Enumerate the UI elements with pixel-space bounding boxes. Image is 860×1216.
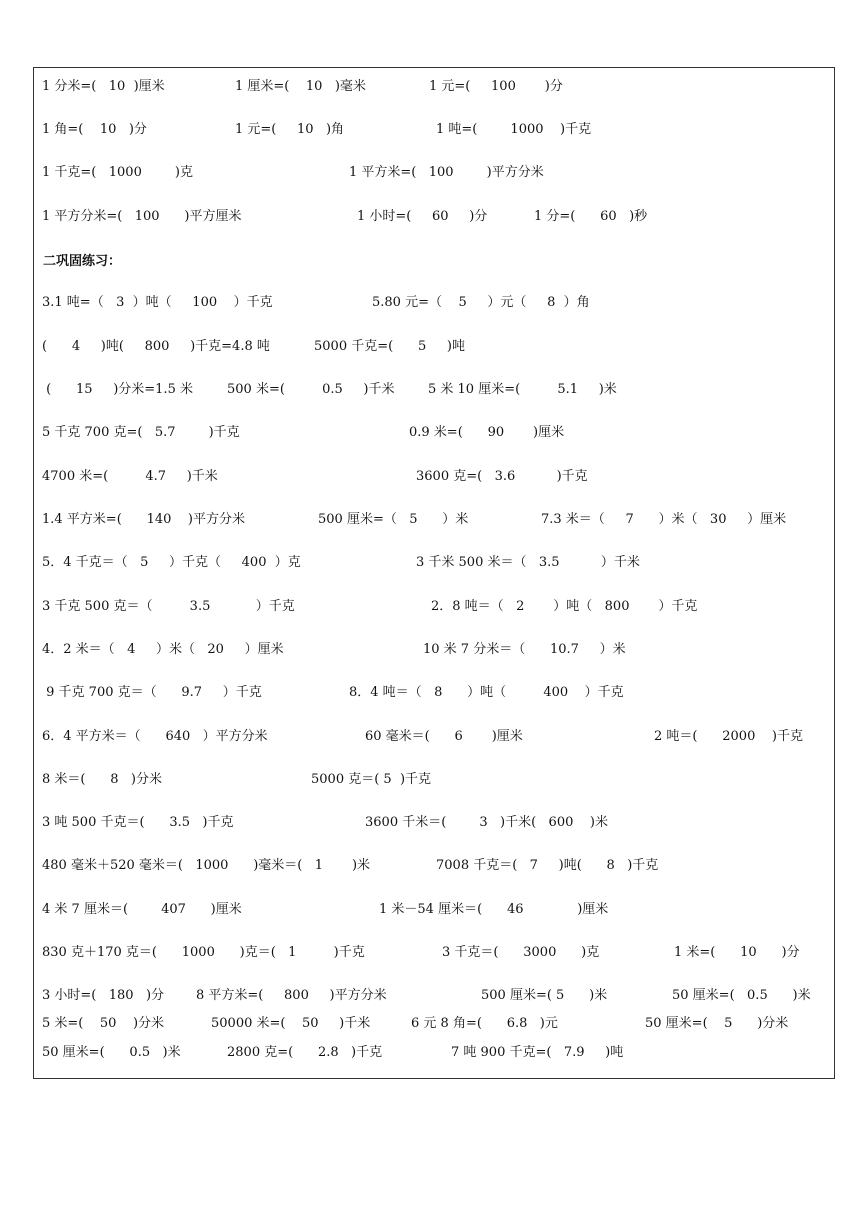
conversion-item: 3 千克 500 克＝（ 3.5 ）千克 bbox=[42, 599, 295, 614]
conversion-item: 50000 米=( 50 )千米 bbox=[211, 1016, 371, 1031]
conversion-item: 2．8 吨＝（ 2 ）吨（ 800 ）千克 bbox=[431, 599, 698, 614]
conversion-item: 6．4 平方米＝（ 640 ）平方分米 bbox=[42, 729, 268, 744]
conversion-item: 1 元=( 100 )分 bbox=[429, 79, 563, 94]
conversion-item: 8．4 吨＝（ 8 ）吨（ 400 ）千克 bbox=[349, 685, 624, 700]
conversion-row bbox=[34, 380, 834, 400]
conversion-item: 5 米 10 厘米=( 5.1 )米 bbox=[428, 382, 617, 397]
conversion-item: 50 厘米=( 5 )分米 bbox=[645, 1016, 789, 1031]
conversion-item: 0.9 米=( 90 )厘米 bbox=[409, 425, 565, 440]
conversion-item: 1 元=( 10 )角 bbox=[235, 122, 345, 137]
conversion-row bbox=[34, 467, 834, 487]
conversion-item: 5 米=( 50 )分米 bbox=[42, 1016, 165, 1031]
conversion-item: 8 米＝( 8 )分米 bbox=[42, 772, 163, 787]
conversion-row bbox=[34, 813, 834, 833]
conversion-item: 6 元 8 角=( 6.8 )元 bbox=[411, 1016, 558, 1031]
conversion-item: 480 毫米＋520 毫米＝( 1000 )毫米＝( 1 )米 bbox=[42, 858, 371, 873]
conversion-item: 7 吨 900 千克=( 7.9 )吨 bbox=[451, 1045, 624, 1060]
conversion-item: 3 千米 500 米＝（ 3.5 ）千米 bbox=[416, 555, 640, 570]
conversion-row bbox=[34, 207, 834, 227]
conversion-item: 1 千克=( 1000 )克 bbox=[42, 165, 193, 180]
conversion-item: 4 米 7 厘米＝( 407 )厘米 bbox=[42, 902, 242, 917]
conversion-row bbox=[34, 727, 834, 747]
conversion-row bbox=[34, 640, 834, 660]
conversion-item: 500 厘米=（ 5 ）米 bbox=[318, 512, 469, 527]
conversion-item: 3600 千米＝( 3 )千米( 600 )米 bbox=[365, 815, 608, 830]
conversion-item: 830 克＋170 克＝( 1000 )克＝( 1 )千克 bbox=[42, 945, 365, 960]
conversion-row bbox=[34, 553, 834, 573]
conversion-item: 1 分米=( 10 )厘米 bbox=[42, 79, 165, 94]
conversion-item: 10 米 7 分米＝（ 10.7 ）米 bbox=[423, 642, 626, 657]
conversion-row bbox=[34, 293, 834, 313]
conversion-row bbox=[34, 770, 834, 790]
conversion-row bbox=[34, 163, 834, 183]
conversion-item: 5.80 元=（ 5 ）元（ 8 ）角 bbox=[372, 295, 590, 310]
conversion-item: 4700 米=( 4.7 )千米 bbox=[42, 469, 218, 484]
conversion-row bbox=[34, 683, 834, 703]
conversion-row bbox=[34, 77, 834, 97]
conversion-row bbox=[34, 337, 834, 357]
conversion-row bbox=[34, 856, 834, 876]
conversion-item: 1 吨=( 1000 )千克 bbox=[436, 122, 592, 137]
conversion-item: 500 厘米=( 5 )米 bbox=[481, 988, 608, 1003]
conversion-item: 1 厘米=( 10 )毫米 bbox=[235, 79, 366, 94]
conversion-item: 3 吨 500 千克＝( 3.5 )千克 bbox=[42, 815, 234, 830]
conversion-item: 7008 千克＝( 7 )吨( 8 )千克 bbox=[436, 858, 659, 873]
section-heading: 二巩固练习： bbox=[43, 254, 122, 269]
conversion-row bbox=[34, 1014, 834, 1034]
conversion-item: 1 小时=( 60 )分 bbox=[357, 209, 488, 224]
conversion-row bbox=[34, 986, 834, 1006]
conversion-item: 1 平方米=( 100 )平方分米 bbox=[349, 165, 544, 180]
conversion-row bbox=[34, 900, 834, 920]
conversion-row bbox=[34, 1043, 834, 1063]
conversion-item: 4．2 米＝（ 4 ）米（ 20 ）厘米 bbox=[42, 642, 284, 657]
conversion-item: ( 15 )分米=1.5 米 bbox=[42, 382, 193, 397]
conversion-item: 1 平方分米=( 100 )平方厘米 bbox=[42, 209, 242, 224]
conversion-item: 3 千克＝( 3000 )克 bbox=[442, 945, 600, 960]
conversion-item: 3600 克=( 3.6 )千克 bbox=[416, 469, 588, 484]
conversion-item: 7.3 米＝（ 7 ）米（ 30 ）厘米 bbox=[541, 512, 787, 527]
conversion-item: 50 厘米=( 0.5 )米 bbox=[42, 1045, 181, 1060]
worksheet-table bbox=[33, 67, 835, 1079]
conversion-item: 5 千克 700 克=( 5.7 )千克 bbox=[42, 425, 240, 440]
conversion-item: 2 吨＝( 2000 )千克 bbox=[654, 729, 803, 744]
conversion-item: 1 米=( 10 )分 bbox=[674, 945, 800, 960]
conversion-item: 2800 克=( 2.8 )千克 bbox=[227, 1045, 383, 1060]
conversion-item: 1 分=( 60 )秒 bbox=[534, 209, 648, 224]
conversion-row bbox=[34, 943, 834, 963]
conversion-item: ( 4 )吨( 800 )千克=4.8 吨 bbox=[42, 339, 270, 354]
conversion-item: 3 小时=( 180 )分 bbox=[42, 988, 165, 1003]
conversion-item: 5000 千克=( 5 )吨 bbox=[314, 339, 465, 354]
conversion-item: 50 厘米=( 0.5 )米 bbox=[672, 988, 811, 1003]
conversion-item: 500 米=( 0.5 )千米 bbox=[227, 382, 395, 397]
conversion-item: 5．4 千克＝（ 5 ）千克（ 400 ）克 bbox=[42, 555, 301, 570]
conversion-item: 1.4 平方米=( 140 )平方分米 bbox=[42, 512, 245, 527]
conversion-item: 9 千克 700 克＝（ 9.7 ）千克 bbox=[42, 685, 262, 700]
conversion-item: 1 角=( 10 )分 bbox=[42, 122, 147, 137]
conversion-row bbox=[34, 597, 834, 617]
conversion-item: 8 平方米=( 800 )平方分米 bbox=[196, 988, 387, 1003]
conversion-item: 1 米－54 厘米＝( 46 )厘米 bbox=[379, 902, 609, 917]
conversion-item: 60 毫米＝( 6 )厘米 bbox=[365, 729, 523, 744]
conversion-item: 5000 克＝( 5 )千克 bbox=[311, 772, 432, 787]
conversion-row bbox=[34, 120, 834, 140]
conversion-row bbox=[34, 510, 834, 530]
conversion-row bbox=[34, 423, 834, 443]
conversion-item: 3.1 吨=（ 3 ）吨（ 100 ）千克 bbox=[42, 295, 273, 310]
